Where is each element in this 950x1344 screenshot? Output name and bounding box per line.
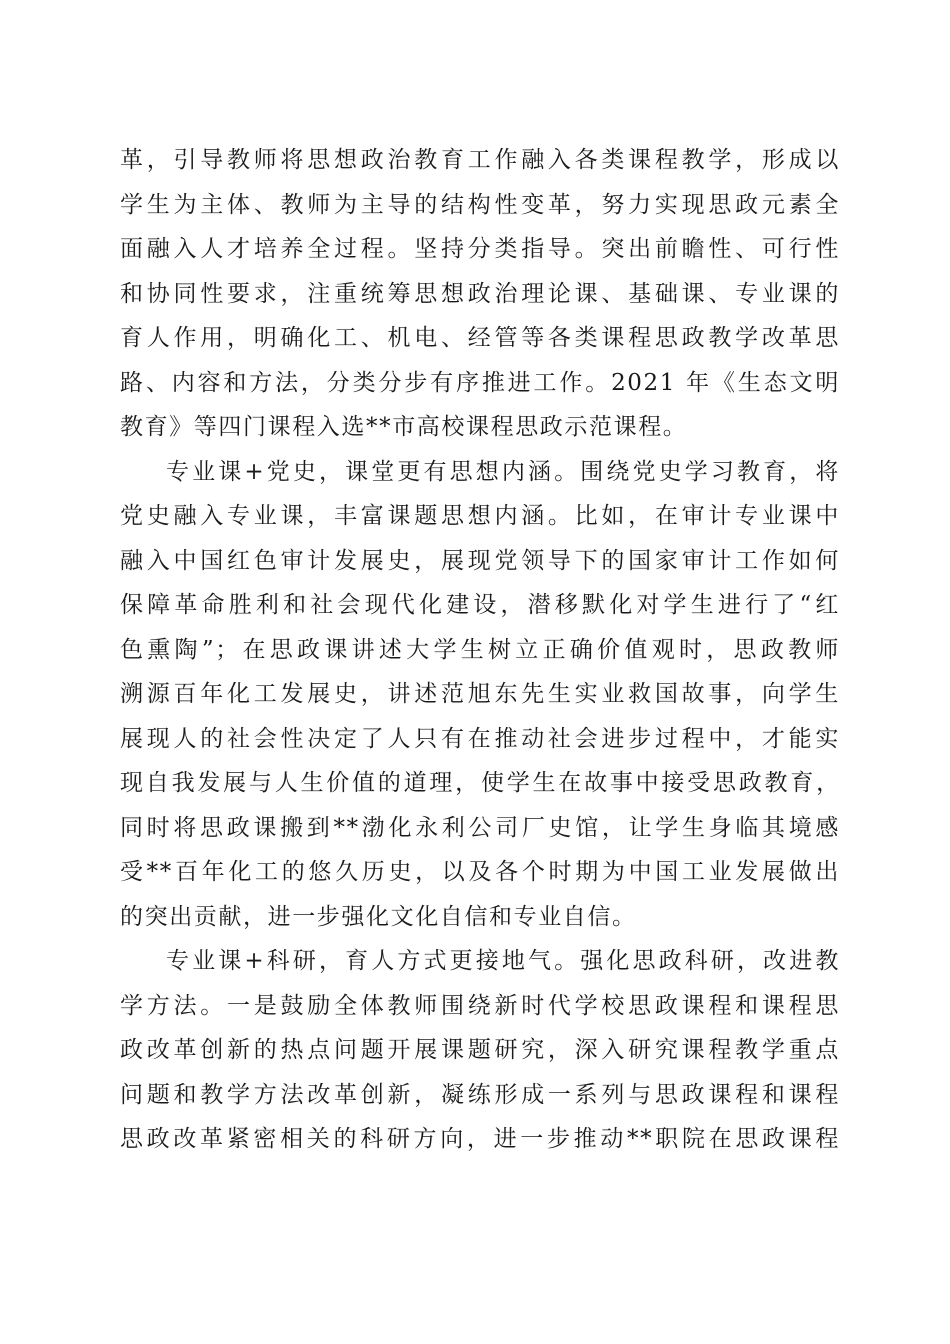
text-line: 革，引导教师将思想政治教育工作融入各类课程教学，形成以 [120, 147, 840, 173]
text-line: 融入中国红色审计发展史，展现党领导下的国家审计工作如何 [120, 547, 840, 574]
text-line: 问题和教学方法改革创新，凝练形成一系列与思政课程和课程 [120, 1081, 840, 1108]
text-line: 思政改革紧密相关的科研方向，进一步推动**职院在思政课程 [120, 1126, 840, 1152]
text-line: 面融入人才培养全过程。坚持分类指导。突出前瞻性、可行性 [120, 236, 840, 262]
text-line: 党史融入专业课，丰富课题思想内涵。比如，在审计专业课中 [120, 503, 840, 529]
text-line: 保障革命胜利和社会现代化建设，潜移默化对学生进行了“红 [120, 592, 840, 618]
body-text [120, 138, 840, 1162]
paragraph-heading-line: 专业课+党史，课堂更有思想内涵。围绕党史学习教育，将 [166, 458, 840, 485]
text-line: 受**百年化工的悠久历史，以及各个时期为中国工业发展做出 [120, 859, 840, 885]
text-line: 溯源百年化工发展史，讲述范旭东先生实业救国故事，向学生 [120, 681, 840, 707]
text-line: 育人作用，明确化工、机电、经管等各类课程思政教学改革思 [120, 325, 840, 351]
text-line: 和协同性要求，注重统筹思想政治理论课、基础课、专业课的 [120, 280, 840, 307]
text-line: 政改革创新的热点问题开展课题研究，深入研究课程教学重点 [120, 1037, 840, 1063]
text-line: 路、内容和方法，分类分步有序推进工作。2021 年《生态文明 [120, 369, 840, 396]
text-line: 色熏陶”；在思政课讲述大学生树立正确价值观时，思政教师 [120, 636, 840, 663]
text-line: 现自我发展与人生价值的道理，使学生在故事中接受思政教育， [120, 770, 840, 796]
text-line: 教育》等四门课程入选**市高校课程思政示范课程。 [120, 414, 688, 440]
text-line: 同时将思政课搬到**渤化永利公司厂史馆，让学生身临其境感 [120, 814, 840, 841]
text-line: 学方法。一是鼓励全体教师围绕新时代学校思政课程和课程思 [120, 992, 840, 1019]
paragraph-heading-line: 专业课+科研，育人方式更接地气。强化思政科研，改进教 [166, 948, 840, 974]
text-line: 学生为主体、教师为主导的结构性变革，努力实现思政元素全 [120, 191, 840, 218]
text-line: 的突出贡献，进一步强化文化自信和专业自信。 [120, 903, 637, 930]
text-line: 展现人的社会性决定了人只有在推动社会进步过程中，才能实 [120, 725, 840, 752]
